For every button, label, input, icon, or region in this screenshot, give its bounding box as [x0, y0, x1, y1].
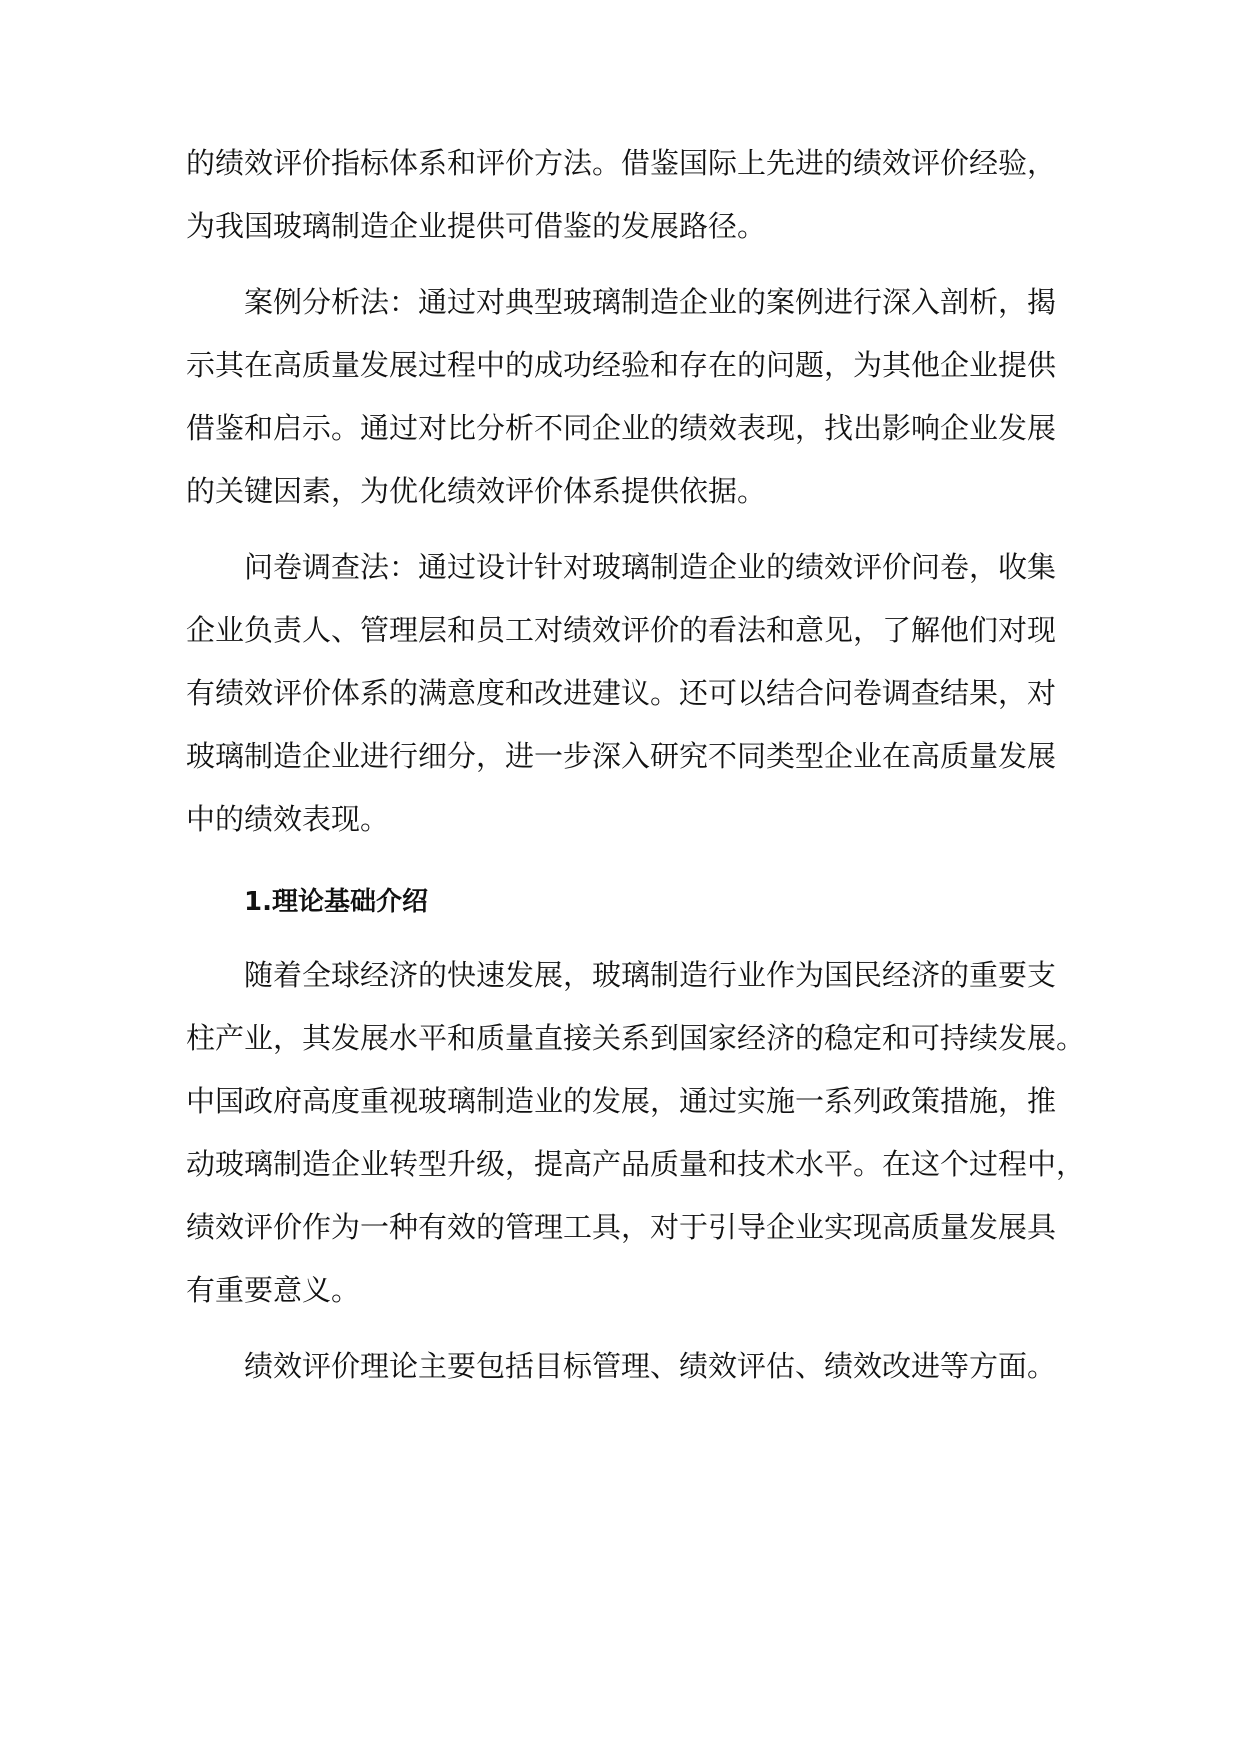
- text-line: 有重要意义。: [186, 1273, 361, 1307]
- text-line: 玻璃制造企业进行细分，进一步深入研究不同类型企业在高质量发展: [186, 739, 1057, 773]
- paragraph-case-analysis: [186, 271, 1057, 523]
- text-line: 企业负责人、管理层和员工对绩效评价的看法和意见，了解他们对现: [186, 613, 1057, 647]
- section-heading: 1.理论基础介绍: [244, 887, 428, 917]
- text-line: 柱产业，其发展水平和质量直接关系到国家经济的稳定和可持续发展。: [186, 1021, 1086, 1055]
- paragraph-background: [186, 944, 1086, 1322]
- text-line: 问卷调查法：通过设计针对玻璃制造企业的绩效评价问卷，收集: [244, 550, 1057, 584]
- text-line: 的关键因素，为优化绩效评价体系提供依据。: [186, 474, 767, 508]
- text-line: 中的绩效表现。: [186, 802, 390, 836]
- paragraph-questionnaire: [186, 536, 1057, 851]
- paragraph-theory: [186, 1335, 1057, 1398]
- text-line: 绩效评价理论主要包括目标管理、绩效评估、绩效改进等方面。: [244, 1349, 1057, 1383]
- text-line: 动玻璃制造企业转型升级，提高产品质量和技术水平。在这个过程中，: [186, 1147, 1086, 1181]
- text-line: 案例分析法：通过对典型玻璃制造企业的案例进行深入剖析，揭: [244, 285, 1057, 319]
- text-line: 中国政府高度重视玻璃制造业的发展，通过实施一系列政策措施，推: [186, 1084, 1057, 1118]
- text-line: 有绩效评价体系的满意度和改进建议。还可以结合问卷调查结果，对: [186, 676, 1057, 710]
- text-line: 借鉴和启示。通过对比分析不同企业的绩效表现，找出影响企业发展: [186, 411, 1057, 445]
- text-line: 随着全球经济的快速发展，玻璃制造行业作为国民经济的重要支: [244, 958, 1057, 992]
- text-line: 示其在高质量发展过程中的成功经验和存在的问题，为其他企业提供: [186, 348, 1057, 382]
- text-line: 的绩效评价指标体系和评价方法。借鉴国际上先进的绩效评价经验，: [186, 146, 1057, 180]
- document-body: [186, 132, 1086, 1398]
- text-line: 为我国玻璃制造企业提供可借鉴的发展路径。: [186, 209, 767, 243]
- text-line: 绩效评价作为一种有效的管理工具，对于引导企业实现高质量发展具: [186, 1210, 1057, 1244]
- paragraph-continuation: [186, 132, 1057, 258]
